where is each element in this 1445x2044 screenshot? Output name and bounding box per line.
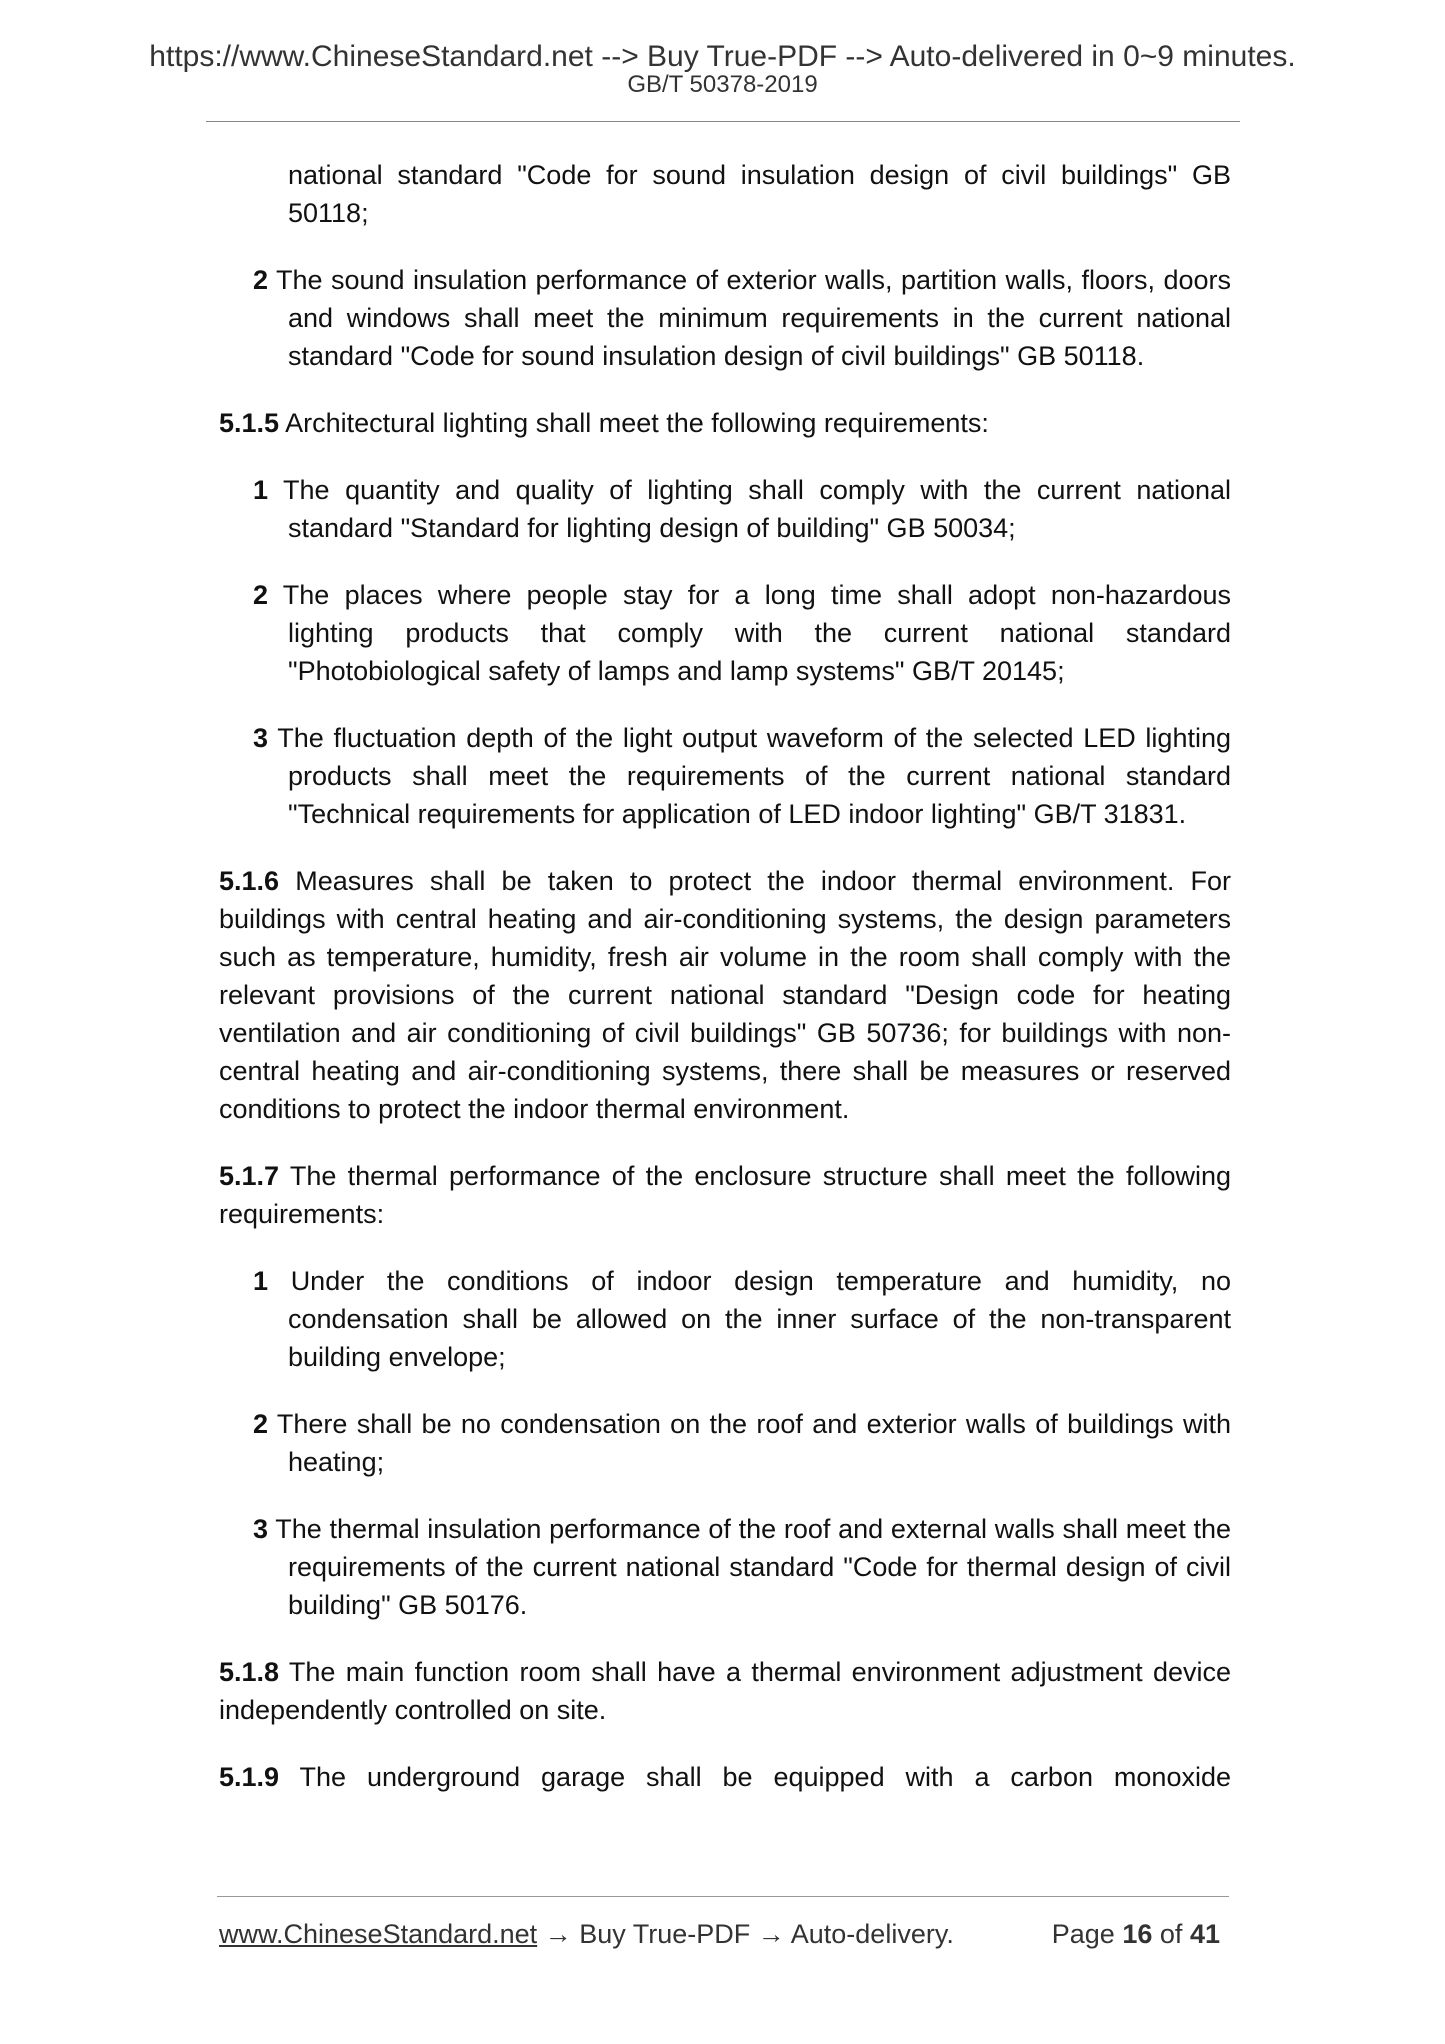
clause-text: Architectural lighting shall meet the following requirements:	[285, 408, 989, 438]
item-number: 3	[253, 723, 269, 753]
of-label: of	[1159, 1919, 1183, 1949]
item-text: Under the conditions of indoor design temperature and humidity, no condensation shall be allowed on the inner surface of the non-transparent building envelope;	[288, 1266, 1231, 1372]
item-number: 1	[253, 1266, 269, 1296]
clause-5-1-8	[219, 1653, 1231, 1729]
item-number: 2	[253, 1409, 269, 1439]
item-text: The sound insulation performance of exterior walls, partition walls, floors, doors and windows shall meet the minimum requirements in the current national standard "Code for sound insulation design of civil buildings" GB 50118.	[276, 265, 1231, 371]
clause-5-1-5-item-2	[219, 576, 1231, 690]
clause-5-1-5	[219, 404, 1231, 442]
clause-number: 5.1.6	[219, 866, 280, 896]
footer-rule	[217, 1896, 1229, 1897]
clause-number: 5.1.5	[219, 408, 280, 438]
clause-text: Measures shall be taken to protect the indoor thermal environment. For buildings with central heating and air-conditioning systems, the design parameters such as temperature, humidity, fresh air volume in the room shall comply with the relevant provisions of the current national standard "Design code for heating ventilation and air conditioning of civil buildings" GB 50736; for buildings with non-central heating and air-conditioning systems, there shall be measures or reserved conditions to protect the indoor thermal environment.	[219, 866, 1231, 1124]
clause-5-1-5-item-3	[219, 719, 1231, 833]
page-total: 41	[1189, 1919, 1220, 1949]
top-banner: https://www.ChineseStandard.net --> Buy True-PDF --> Auto-delivered in 0~9 minutes.	[149, 40, 1296, 73]
clause-text: The thermal performance of the enclosure structure shall meet the following requirements:	[219, 1161, 1232, 1229]
item-number: 2	[253, 265, 269, 295]
footer-tagline: → Buy True-PDF → Auto-delivery.	[544, 1919, 954, 1949]
clause-text: The underground garage shall be equipped with a carbon monoxide	[299, 1762, 1231, 1792]
page-content	[219, 156, 1231, 1825]
clause-5-1-7-item-2	[219, 1405, 1231, 1481]
clause-text: The main function room shall have a thermal environment adjustment device independently controlled on site.	[219, 1657, 1231, 1725]
page-label: Page	[1051, 1919, 1115, 1949]
clause-5-1-7-item-1	[219, 1262, 1231, 1376]
page-number: 16	[1122, 1919, 1153, 1949]
continued-text: national standard "Code for sound insulation design of civil buildings" GB 50118;	[288, 160, 1231, 228]
item-number: 2	[253, 580, 269, 610]
clause-number: 5.1.7	[219, 1161, 280, 1191]
clause-5-1-5-item-1	[219, 471, 1231, 547]
item-number: 3	[253, 1514, 269, 1544]
clause-5-1-9	[219, 1758, 1231, 1796]
clause-5-1-7	[219, 1157, 1231, 1233]
item-text: The quantity and quality of lighting shall comply with the current national standard "Standard for lighting design of building" GB 50034;	[283, 475, 1231, 543]
item-text: The thermal insulation performance of the roof and external walls shall meet the requirements of the current national standard "Code for thermal design of civil building" GB 50176.	[275, 1514, 1231, 1620]
footer-site-link[interactable]: www.ChineseStandard.net	[219, 1919, 538, 1949]
clause-number: 5.1.8	[219, 1657, 280, 1687]
page-footer	[219, 1917, 1229, 1951]
clause-5-1-6	[219, 862, 1231, 1128]
item-number: 1	[253, 475, 269, 505]
document-id: GB/T 50378-2019	[627, 71, 818, 98]
item-text: There shall be no condensation on the roof and exterior walls of buildings with heating;	[276, 1409, 1231, 1477]
item-text: The fluctuation depth of the light output waveform of the selected LED lighting products shall meet the requirements of the current national standard "Technical requirements for application of LED indoor lighting" GB/T 31831.	[277, 723, 1231, 829]
clause-5-1-7-item-3	[219, 1510, 1231, 1624]
page-indicator	[1052, 1917, 1220, 1951]
header-rule	[206, 121, 1240, 122]
clause-number: 5.1.9	[219, 1762, 280, 1792]
clause-5-1-4-item-2	[219, 261, 1231, 375]
item-text: The places where people stay for a long time shall adopt non-hazardous lighting products that comply with the current national standard "Photobiological safety of lamps and lamp systems" GB/T 20145;	[282, 580, 1231, 686]
